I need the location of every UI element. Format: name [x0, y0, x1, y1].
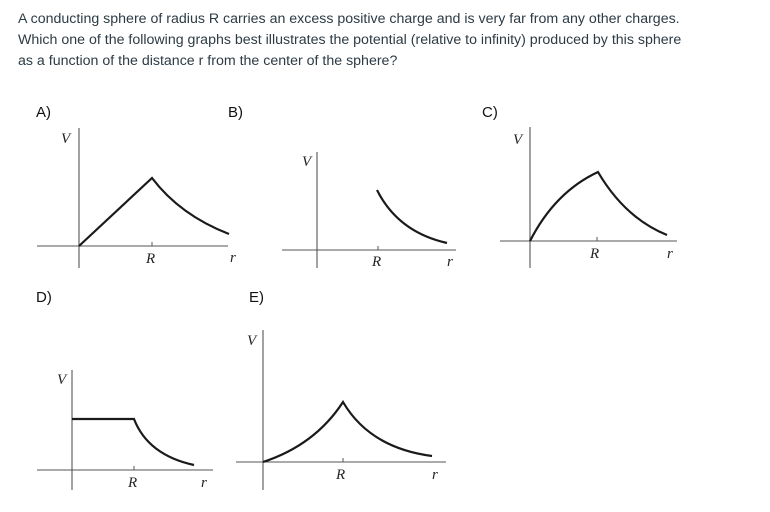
x-axis-label: r [432, 467, 438, 483]
y-axis-label: V [61, 131, 71, 147]
x-axis-label: r [201, 475, 207, 491]
tick-label-r: R [372, 254, 382, 270]
tick-label-r: R [128, 475, 138, 491]
x-axis-label: r [447, 254, 453, 270]
option-b-label: B) [228, 104, 243, 121]
tick-label-r: R [146, 251, 156, 267]
graph-a [37, 128, 236, 268]
potential-curve [377, 190, 447, 243]
y-axis-label: V [57, 372, 67, 388]
option-a-label: A) [36, 104, 51, 121]
graph-e [236, 330, 446, 490]
option-c-label: C) [482, 104, 498, 121]
graph-b [282, 152, 456, 270]
y-axis-label: V [302, 154, 312, 170]
graph-c [500, 127, 677, 268]
potential-curve [72, 419, 194, 465]
question-line-2: Which one of the following graphs best illustrates the potential (relative to infinity) produced by this sphere [18, 32, 682, 48]
option-e-label: E) [249, 289, 264, 306]
potential-curve [530, 172, 667, 241]
tick-label-r: R [336, 467, 346, 483]
x-axis-label: r [667, 246, 673, 262]
potential-curve [79, 178, 229, 246]
potential-curve [263, 402, 432, 462]
question-line-3: as a function of the distance r from the center of the sphere? [18, 53, 398, 69]
y-axis-label: V [513, 132, 523, 148]
x-axis-label: r [230, 250, 236, 266]
tick-label-r: R [590, 246, 600, 262]
graph-d [37, 370, 213, 491]
question-line-1: A conducting sphere of radius R carries an excess positive charge and is very far from any other charges. [18, 11, 680, 27]
y-axis-label: V [247, 333, 257, 349]
option-d-label: D) [36, 289, 52, 306]
